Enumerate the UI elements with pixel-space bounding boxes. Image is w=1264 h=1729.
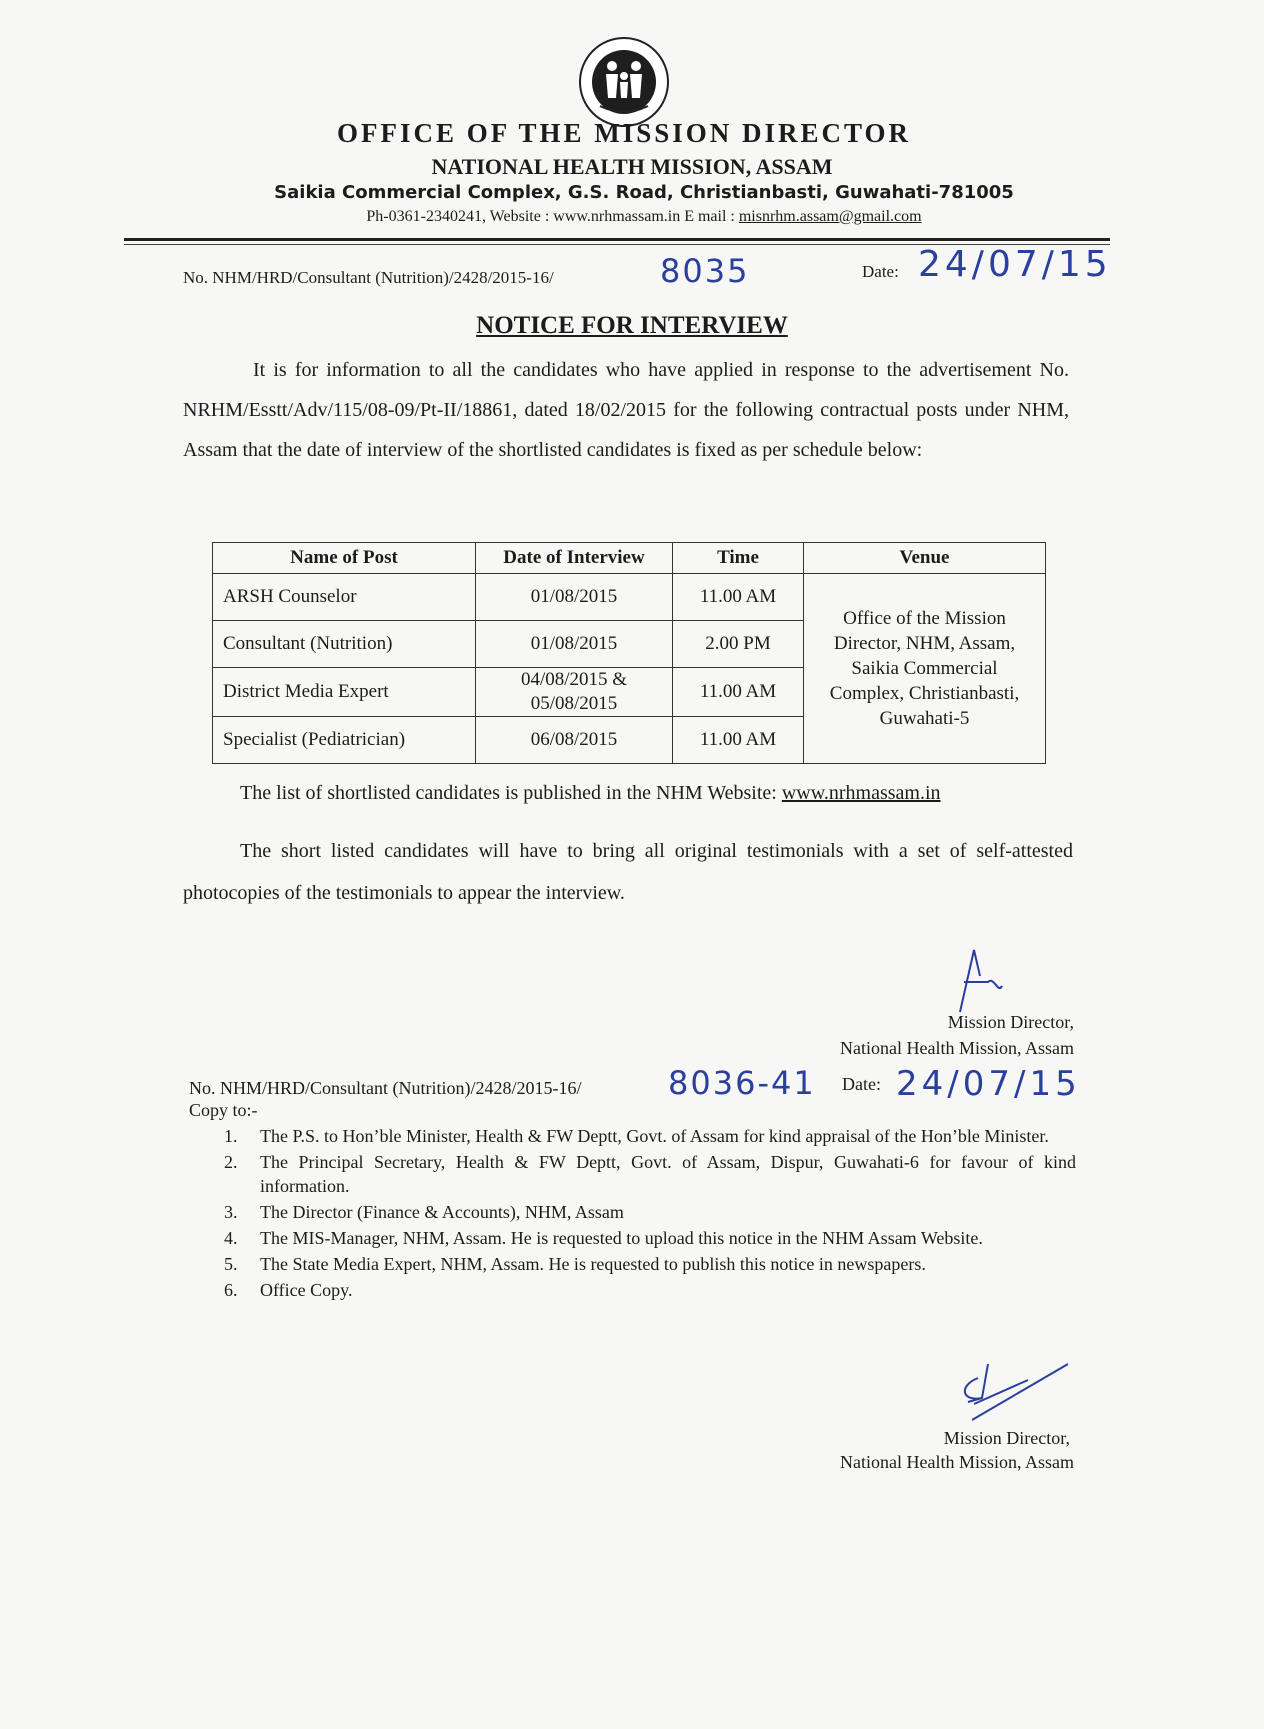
list-item-number: 4.: [224, 1228, 238, 1248]
email-link[interactable]: misnrhm.assam@gmail.com: [738, 208, 922, 225]
signatory-title-2: Mission Director,: [943, 1428, 1070, 1448]
ref-date-2-label: Date:: [842, 1074, 881, 1094]
list-item-text: The MIS-Manager, NHM, Assam. He is requested to upload this notice in the NHM Assam Website.: [260, 1228, 983, 1248]
post-cell: District Media Expert: [213, 668, 476, 717]
shortlist-published-line: [240, 782, 941, 805]
table-header-row: [213, 543, 1046, 574]
testimonials-paragraph: [183, 830, 1073, 914]
ref-date-2-handwritten: 24/07/15: [896, 1064, 1081, 1104]
post-cell: Specialist (Pediatrician): [213, 717, 476, 764]
ref-date-label: Date:: [862, 262, 899, 281]
ref-number-label: No. NHM/HRD/Consultant (Nutrition)/2428/2015-16/: [183, 268, 554, 287]
list-item: [210, 1124, 1076, 1148]
website-link[interactable]: www.nrhmassam.in: [781, 782, 941, 804]
list-item-text: The P.S. to Hon’ble Minister, Health & FW Deptt, Govt. of Assam for kind appraisal of the Hon’ble Minister.: [260, 1126, 1049, 1146]
signatory-org-1: National Health Mission, Assam: [840, 1038, 1074, 1058]
list-item-number: 5.: [224, 1254, 238, 1274]
list-item-number: 2.: [224, 1152, 238, 1172]
ref-number-2-handwritten: 8036-41: [668, 1064, 816, 1102]
interview-schedule-table: [212, 542, 1046, 764]
table-row: [213, 574, 1046, 621]
list-item-text: Office Copy.: [260, 1280, 353, 1300]
notice-title: NOTICE FOR INTERVIEW: [476, 312, 788, 339]
list-item-number: 6.: [224, 1280, 238, 1300]
header-rule: [124, 238, 1110, 241]
date-cell: 01/08/2015: [476, 621, 673, 668]
list-item: [210, 1252, 1076, 1276]
list-item-text: The Director (Finance & Accounts), NHM, Assam: [260, 1202, 624, 1222]
time-cell: 11.00 AM: [673, 717, 804, 764]
mission-title: NATIONAL HEALTH MISSION, ASSAM: [431, 154, 833, 179]
contact-prefix: Ph-0361-2340241, Website : www.nrhmassam.in E mail :: [366, 208, 739, 225]
shortlist-published-text: The list of shortlisted candidates is published in the NHM Website:: [240, 782, 782, 804]
office-title: OFFICE OF THE MISSION DIRECTOR: [336, 118, 912, 148]
signature-mark-2: [948, 1358, 1074, 1428]
header-venue: Venue: [804, 543, 1046, 574]
list-item: [210, 1150, 1076, 1198]
signatory-org-2: National Health Mission, Assam: [840, 1452, 1074, 1472]
date-cell: 04/08/2015 & 05/08/2015: [476, 668, 673, 717]
post-cell: Consultant (Nutrition): [213, 621, 476, 668]
notice-intro-text: It is for information to all the candidates who have applied in response to the advertisement No. NRHM/Esstt/Adv/115/08-09/Pt-II/18861, dated 18/02/2015 for the following contractual posts under NHM, Assam that the date of interview of the shortlisted candidates is fixed as per schedule below:: [183, 359, 1069, 461]
office-address: Saikia Commercial Complex, G.S. Road, Christianbasti, Guwahati-781005: [274, 182, 1014, 203]
ref-number-handwritten: 8035: [660, 252, 750, 290]
list-item-text: The Principal Secretary, Health & FW Deptt, Govt. of Assam, Dispur, Guwahati-6 for favour of kind information.: [260, 1152, 1076, 1196]
time-cell: 11.00 AM: [673, 668, 804, 717]
nhm-logo-icon: [578, 36, 670, 128]
signatory-title-1: Mission Director,: [947, 1012, 1074, 1032]
list-item-number: 3.: [224, 1202, 238, 1222]
copy-to-list: [210, 1124, 1076, 1304]
list-item: [210, 1200, 1076, 1224]
post-cell: ARSH Counselor: [213, 574, 476, 621]
signature-mark-1: [938, 942, 1018, 1022]
contact-line: [12, 208, 1264, 226]
ref-number-2: No. NHM/HRD/Consultant (Nutrition)/2428/2015-16/: [189, 1078, 582, 1098]
header-date-of-interview: Date of Interview: [476, 543, 673, 574]
time-cell: 2.00 PM: [673, 621, 804, 668]
list-item: [210, 1226, 1076, 1250]
venue-cell: Office of the Mission Director, NHM, Assam, Saikia Commercial Complex, Christianbasti, Guwahati-5: [804, 574, 1046, 764]
testimonials-text: The short listed candidates will have to bring all original testimonials with a set of self-attested photocopies of the testimonials to appear the interview.: [183, 840, 1073, 904]
ref-date-handwritten: 24/07/15: [918, 244, 1112, 285]
copy-to-label: Copy to:-: [189, 1100, 258, 1120]
list-item: [210, 1278, 1076, 1302]
date-cell: 01/08/2015: [476, 574, 673, 621]
list-item-text: The State Media Expert, NHM, Assam. He is requested to publish this notice in newspapers.: [260, 1254, 926, 1274]
header-name-of-post: Name of Post: [213, 543, 476, 574]
date-cell: 06/08/2015: [476, 717, 673, 764]
header-time: Time: [673, 543, 804, 574]
list-item-number: 1.: [224, 1126, 238, 1146]
ref-number-1: [183, 268, 554, 288]
time-cell: 11.00 AM: [673, 574, 804, 621]
notice-intro: [183, 350, 1069, 470]
